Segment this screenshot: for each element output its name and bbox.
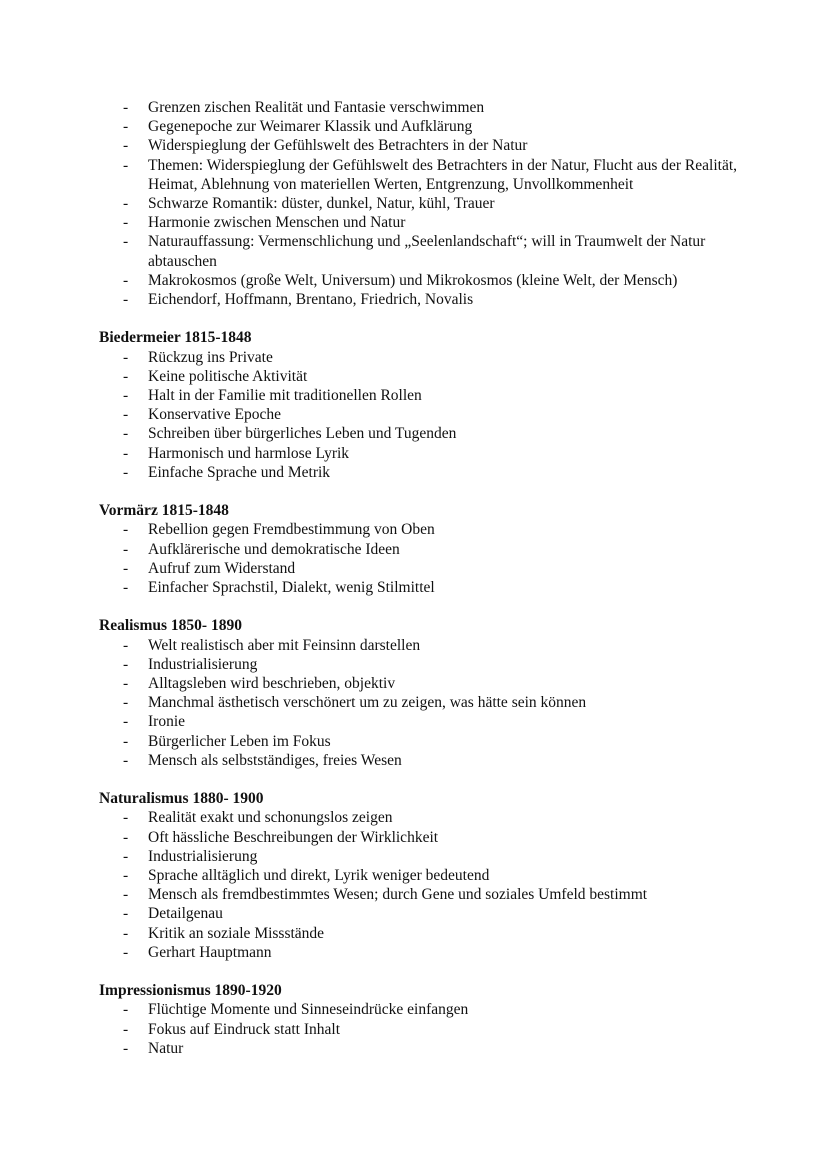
list-item bbox=[99, 904, 738, 923]
dash-bullet: - bbox=[123, 233, 129, 251]
item-text: Makrokosmos (große Welt, Universum) und Mikrokosmos (kleine Welt, der Mensch) bbox=[148, 271, 678, 289]
item-text: Schwarze Romantik: düster, dunkel, Natur, kühl, Trauer bbox=[148, 195, 495, 213]
section-heading: Naturalismus 1880- 1900 bbox=[99, 790, 264, 808]
item-text: Detailgenau bbox=[148, 905, 223, 923]
item-text: Themen: Widerspieglung der Gefühlswelt des Betrachters in der Natur, Flucht aus der Realität, Heimat, Ablehnung von materiellen Werten, Entgrenzung, Unvollkommenheit bbox=[148, 156, 738, 193]
dash-bullet: - bbox=[123, 348, 129, 366]
section-realismus bbox=[99, 616, 738, 770]
item-text: Mensch als fremdbestimmtes Wesen; durch Gene und soziales Umfeld bestimmt bbox=[148, 886, 648, 904]
section-naturalismus bbox=[99, 789, 738, 962]
list-item bbox=[99, 367, 738, 386]
dash-bullet: - bbox=[123, 886, 129, 904]
item-text: Keine politische Aktivität bbox=[148, 367, 308, 385]
dash-bullet: - bbox=[123, 847, 129, 865]
dash-bullet: - bbox=[123, 540, 129, 558]
list-item bbox=[99, 674, 738, 693]
list-item bbox=[99, 444, 738, 463]
section-impressionismus bbox=[99, 981, 738, 1058]
list-item bbox=[99, 808, 738, 827]
item-text: Sprache alltäglich und direkt, Lyrik weniger bedeutend bbox=[148, 867, 490, 884]
list-item bbox=[99, 1000, 738, 1019]
dash-bullet: - bbox=[123, 99, 129, 116]
item-text: Gegenepoche zur Weimarer Klassik und Aufklärung bbox=[148, 118, 473, 136]
dash-bullet: - bbox=[123, 214, 129, 232]
dash-bullet: - bbox=[123, 137, 129, 155]
dash-bullet: - bbox=[123, 387, 129, 405]
item-text: Welt realistisch aber mit Feinsinn darstellen bbox=[148, 636, 421, 654]
section-heading: Realismus 1850- 1890 bbox=[99, 617, 242, 635]
list-item bbox=[99, 578, 738, 597]
dash-bullet: - bbox=[123, 924, 129, 942]
dash-bullet: - bbox=[123, 444, 129, 462]
dash-bullet: - bbox=[123, 291, 129, 309]
item-text: Gerhart Hauptmann bbox=[148, 943, 272, 961]
dash-bullet: - bbox=[123, 156, 129, 174]
list-item bbox=[99, 271, 738, 290]
list-item bbox=[99, 386, 738, 405]
item-text: Oft hässliche Beschreibungen der Wirklichkeit bbox=[148, 828, 439, 846]
section-romantik bbox=[99, 98, 738, 309]
bullet-list bbox=[99, 520, 738, 597]
list-item bbox=[99, 885, 738, 904]
list-item bbox=[99, 405, 738, 424]
dash-bullet: - bbox=[123, 905, 129, 923]
list-item bbox=[99, 1039, 738, 1058]
item-text: Ironie bbox=[148, 713, 186, 731]
dash-bullet: - bbox=[123, 425, 129, 443]
item-text: Einfacher Sprachstil, Dialekt, wenig Stilmittel bbox=[148, 579, 435, 597]
item-text: Eichendorf, Hoffmann, Brentano, Friedrich, Novalis bbox=[148, 291, 474, 309]
dash-bullet: - bbox=[123, 271, 129, 289]
bullet-list bbox=[99, 808, 738, 962]
list-item bbox=[99, 213, 738, 232]
bullet-list bbox=[99, 636, 738, 770]
item-text: Flüchtige Momente und Sinneseindrücke einfangen bbox=[148, 1001, 469, 1019]
list-item bbox=[99, 712, 738, 731]
item-text: Konservative Epoche bbox=[148, 406, 281, 424]
list-item bbox=[99, 463, 738, 482]
list-item bbox=[99, 943, 738, 962]
section-heading: Biedermeier 1815-1848 bbox=[99, 329, 252, 347]
list-item bbox=[99, 194, 738, 213]
dash-bullet: - bbox=[123, 943, 129, 961]
list-item bbox=[99, 636, 738, 655]
item-text: Fokus auf Eindruck statt Inhalt bbox=[148, 1020, 340, 1038]
bullet-list bbox=[99, 98, 738, 309]
section-heading: Vormärz 1815-1848 bbox=[99, 502, 229, 520]
list-item bbox=[99, 732, 738, 751]
bullet-list bbox=[99, 348, 738, 482]
list-item bbox=[99, 540, 738, 559]
list-item bbox=[99, 232, 738, 270]
dash-bullet: - bbox=[123, 195, 129, 213]
item-text: Industrialisierung bbox=[148, 847, 258, 865]
item-text: Industrialisierung bbox=[148, 655, 258, 673]
item-text: Naturauffassung: Vermenschlichung und „Seelenlandschaft“; will in Traumwelt der Natur abtauschen bbox=[148, 233, 706, 270]
bullet-list bbox=[99, 1000, 738, 1058]
dash-bullet: - bbox=[123, 655, 129, 673]
list-item bbox=[99, 98, 738, 117]
item-text: Aufklärerische und demokratische Ideen bbox=[148, 540, 400, 558]
dash-bullet: - bbox=[123, 521, 129, 539]
item-text: Natur bbox=[148, 1039, 184, 1057]
item-text: Rückzug ins Private bbox=[148, 348, 273, 366]
list-item bbox=[99, 348, 738, 367]
dash-bullet: - bbox=[123, 713, 129, 731]
dash-bullet: - bbox=[123, 732, 129, 750]
item-text: Aufruf zum Widerstand bbox=[148, 559, 296, 577]
dash-bullet: - bbox=[123, 463, 129, 481]
dash-bullet: - bbox=[123, 367, 129, 385]
dash-bullet: - bbox=[123, 1020, 129, 1038]
section-biedermeier bbox=[99, 328, 738, 482]
dash-bullet: - bbox=[123, 867, 129, 884]
dash-bullet: - bbox=[123, 828, 129, 846]
item-text: Alltagsleben wird beschrieben, objektiv bbox=[148, 675, 396, 692]
item-text: Harmonisch und harmlose Lyrik bbox=[148, 444, 350, 462]
list-item bbox=[99, 847, 738, 866]
item-text: Einfache Sprache und Metrik bbox=[148, 463, 331, 481]
list-item bbox=[99, 751, 738, 770]
dash-bullet: - bbox=[123, 751, 129, 769]
list-item bbox=[99, 559, 738, 578]
section-heading: Impressionismus 1890-1920 bbox=[99, 982, 282, 1000]
item-text: Manchmal ästhetisch verschönert um zu zeigen, was hätte sein können bbox=[148, 694, 587, 712]
dash-bullet: - bbox=[123, 636, 129, 654]
list-item bbox=[99, 655, 738, 674]
list-item bbox=[99, 424, 738, 443]
list-item bbox=[99, 1020, 738, 1039]
item-text: Schreiben über bürgerliches Leben und Tugenden bbox=[148, 425, 457, 443]
dash-bullet: - bbox=[123, 694, 129, 712]
list-item bbox=[99, 924, 738, 943]
item-text: Rebellion gegen Fremdbestimmung von Oben bbox=[148, 521, 435, 539]
item-text: Mensch als selbstständiges, freies Wesen bbox=[148, 751, 402, 769]
dash-bullet: - bbox=[123, 559, 129, 577]
item-text: Grenzen zischen Realität und Fantasie verschwimmen bbox=[148, 99, 485, 116]
dash-bullet: - bbox=[123, 406, 129, 424]
item-text: Realität exakt und schonungslos zeigen bbox=[148, 809, 393, 827]
item-text: Harmonie zwischen Menschen und Natur bbox=[148, 214, 406, 232]
list-item bbox=[99, 136, 738, 155]
item-text: Widerspieglung der Gefühlswelt des Betrachters in der Natur bbox=[148, 137, 528, 155]
item-text: Halt in der Familie mit traditionellen Rollen bbox=[148, 387, 422, 405]
dash-bullet: - bbox=[123, 1001, 129, 1019]
dash-bullet: - bbox=[123, 1039, 129, 1057]
item-text: Kritik an soziale Missstände bbox=[148, 924, 325, 942]
dash-bullet: - bbox=[123, 809, 129, 827]
list-item bbox=[99, 290, 738, 309]
list-item bbox=[99, 828, 738, 847]
dash-bullet: - bbox=[123, 118, 129, 136]
dash-bullet: - bbox=[123, 675, 129, 692]
section-vormaerz bbox=[99, 501, 738, 597]
list-item bbox=[99, 156, 738, 194]
list-item bbox=[99, 520, 738, 539]
item-text: Bürgerlicher Leben im Fokus bbox=[148, 732, 331, 750]
list-item bbox=[99, 866, 738, 885]
dash-bullet: - bbox=[123, 579, 129, 597]
list-item bbox=[99, 117, 738, 136]
list-item bbox=[99, 693, 738, 712]
